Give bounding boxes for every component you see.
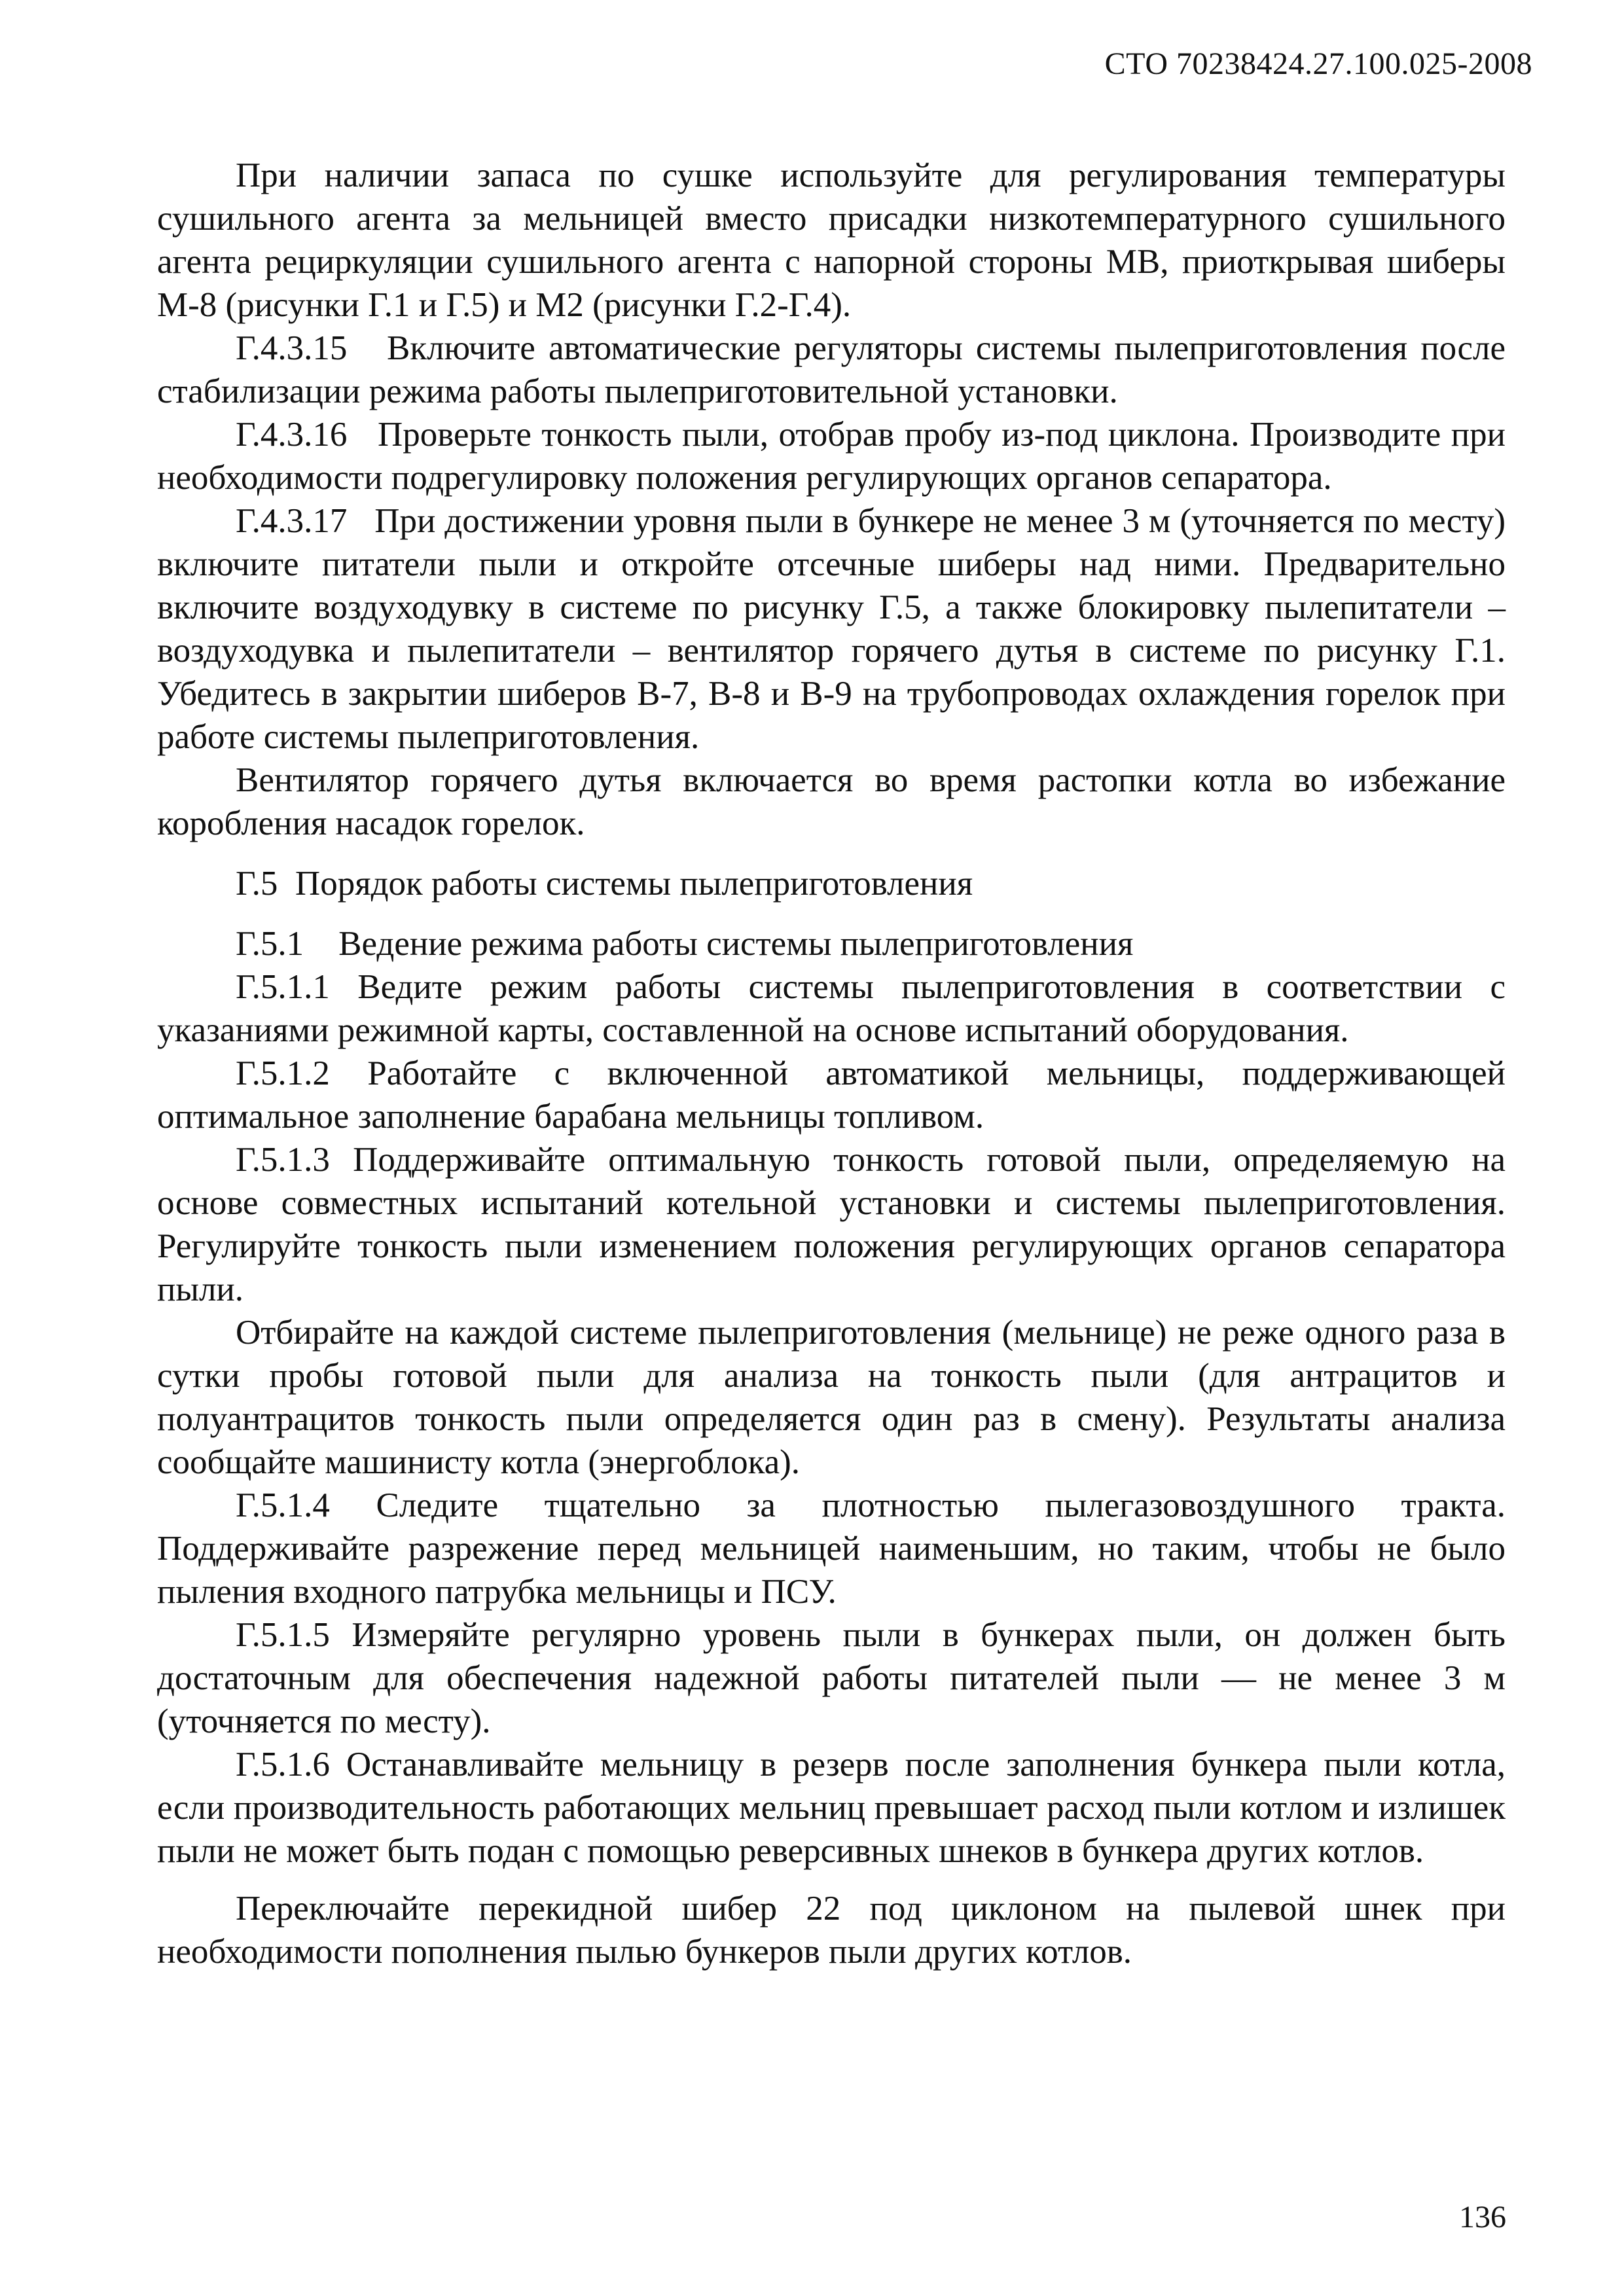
paragraph-text: Включите автоматические регуляторы системы пылеприготовления после стабилизации режима работы пылеприготовительной установки. — [157, 329, 1506, 410]
page-number: 136 — [1459, 2200, 1506, 2234]
paragraph-text: Измеряйте регулярно уровень пыли в бункерах пыли, он должен быть достаточным для обеспечения надежной работы питателей пыли — не менее 3 м (уточняется по месту). — [157, 1616, 1506, 1740]
subsection-title: Ведение режима работы системы пылеприготовления — [338, 925, 1134, 963]
section-title: Порядок работы системы пылеприготовления — [295, 865, 973, 903]
paragraph-text: Вентилятор горячего дутья включается во время растопки котла во избежание коробления насадок горелок. — [157, 761, 1506, 842]
paragraph-drying-reserve — [157, 154, 1506, 327]
paragraph-text: Работайте с включенной автоматикой мельницы, поддерживающей оптимальное заполнение барабана мельницы топливом. — [157, 1054, 1506, 1136]
paragraph-g-5-1-6 — [157, 1743, 1506, 1873]
clause-number: Г.4.3.17 — [236, 502, 375, 540]
document-code-header: СТО 70238424.27.100.025-2008 — [1104, 46, 1532, 81]
paragraph-text: Останавливайте мельницу в резерв после заполнения бункера пыли котла, если производительность работающих мельниц превышает расход пыли котлом и излишек пыли не может быть подан с помощью реверсивных шнеков в бункера других котлов. — [157, 1746, 1506, 1870]
paragraph-text: Отбирайте на каждой системе пылеприготовления (мельнице) не реже одного раза в сутки пробы готовой пыли для анализа на тонкость пыли (для антрацитов и полуантрацитов тонкость пыли определяется один раз в смену). Результаты анализа сообщайте машинисту котла (энергоблока). — [157, 1314, 1506, 1481]
paragraph-g-4-3-15 — [157, 327, 1506, 413]
clause-number: Г.5.1.4 — [236, 1486, 376, 1524]
clause-number: Г.5.1.1 — [236, 968, 358, 1006]
clause-number: Г.4.3.15 — [236, 329, 387, 367]
clause-number: Г.4.3.16 — [236, 416, 378, 454]
paragraph-text: Проверьте тонкость пыли, отобрав пробу из-под циклона. Производите при необходимости подрегулировку положения регулирующих органов сепаратора. — [157, 416, 1506, 497]
paragraph-sampling — [157, 1311, 1506, 1484]
subsection-heading-g-5-1 — [157, 922, 1506, 965]
paragraph-text: Ведите режим работы системы пылеприготовления в соответствии с указаниями режимной карты, составленной на основе испытаний оборудования. — [157, 968, 1506, 1049]
paragraph-text: Переключайте перекидной шибер 22 под циклоном на пылевой шнек при необходимости пополнения пылью бункеров пыли других котлов. — [157, 1890, 1506, 1971]
body-text — [157, 154, 1506, 1973]
paragraph-g-5-1-1 — [157, 965, 1506, 1052]
paragraph-g-5-1-2 — [157, 1052, 1506, 1138]
paragraph-text: При наличии запаса по сушке используйте для регулирования температуры сушильного агента за мельницей вместо присадки низкотемпературного сушильного агента рециркуляции сушильного агента с напорной стороны МВ, приоткрывая шиберы М-8 (рисунки Г.1 и Г.5) и М2 (рисунки Г.2-Г.4). — [157, 156, 1506, 324]
paragraph-hot-blast-fan — [157, 759, 1506, 845]
paragraph-text: При достижении уровня пыли в бункере не менее 3 м (уточняется по месту) включите питатели пыли и откройте отсечные шиберы над ними. Предварительно включите воздуходувку в системе по рисунку Г.5, а также блокировку пылепитатели – воздуходувка и пылепитатели – вентилятор горячего дутья в системе по рисунку Г.1. Убедитесь в закрытии шиберов В-7, В-8 и В-9 на трубопроводах охлаждения горелок при работе системы пылеприготовления. — [157, 502, 1506, 756]
clause-number: Г.5.1.5 — [236, 1616, 352, 1654]
paragraph-switch-damper — [157, 1887, 1506, 1973]
section-heading-g-5 — [157, 862, 1506, 905]
paragraph-g-5-1-3 — [157, 1138, 1506, 1311]
paragraph-g-5-1-4 — [157, 1484, 1506, 1613]
clause-number: Г.5.1 — [236, 925, 339, 963]
paragraph-text: Следите тщательно за плотностью пылегазовоздушного тракта. Поддерживайте разрежение перед мельницей наименьшим, но таким, чтобы не было пыления входного патрубка мельницы и ПСУ. — [157, 1486, 1506, 1611]
paragraph-g-4-3-16 — [157, 413, 1506, 499]
clause-number: Г.5 — [236, 865, 295, 903]
paragraph-g-4-3-17 — [157, 499, 1506, 759]
paragraph-g-5-1-5 — [157, 1613, 1506, 1743]
clause-number: Г.5.1.2 — [236, 1054, 368, 1092]
clause-number: Г.5.1.3 — [236, 1141, 353, 1179]
clause-number: Г.5.1.6 — [236, 1746, 346, 1784]
paragraph-text: Поддерживайте оптимальную тонкость готовой пыли, определяемую на основе совместных испытаний котельной установки и системы пылеприготовления. Регулируйте тонкость пыли изменением положения регулирующих органов сепаратора пыли. — [157, 1141, 1506, 1308]
